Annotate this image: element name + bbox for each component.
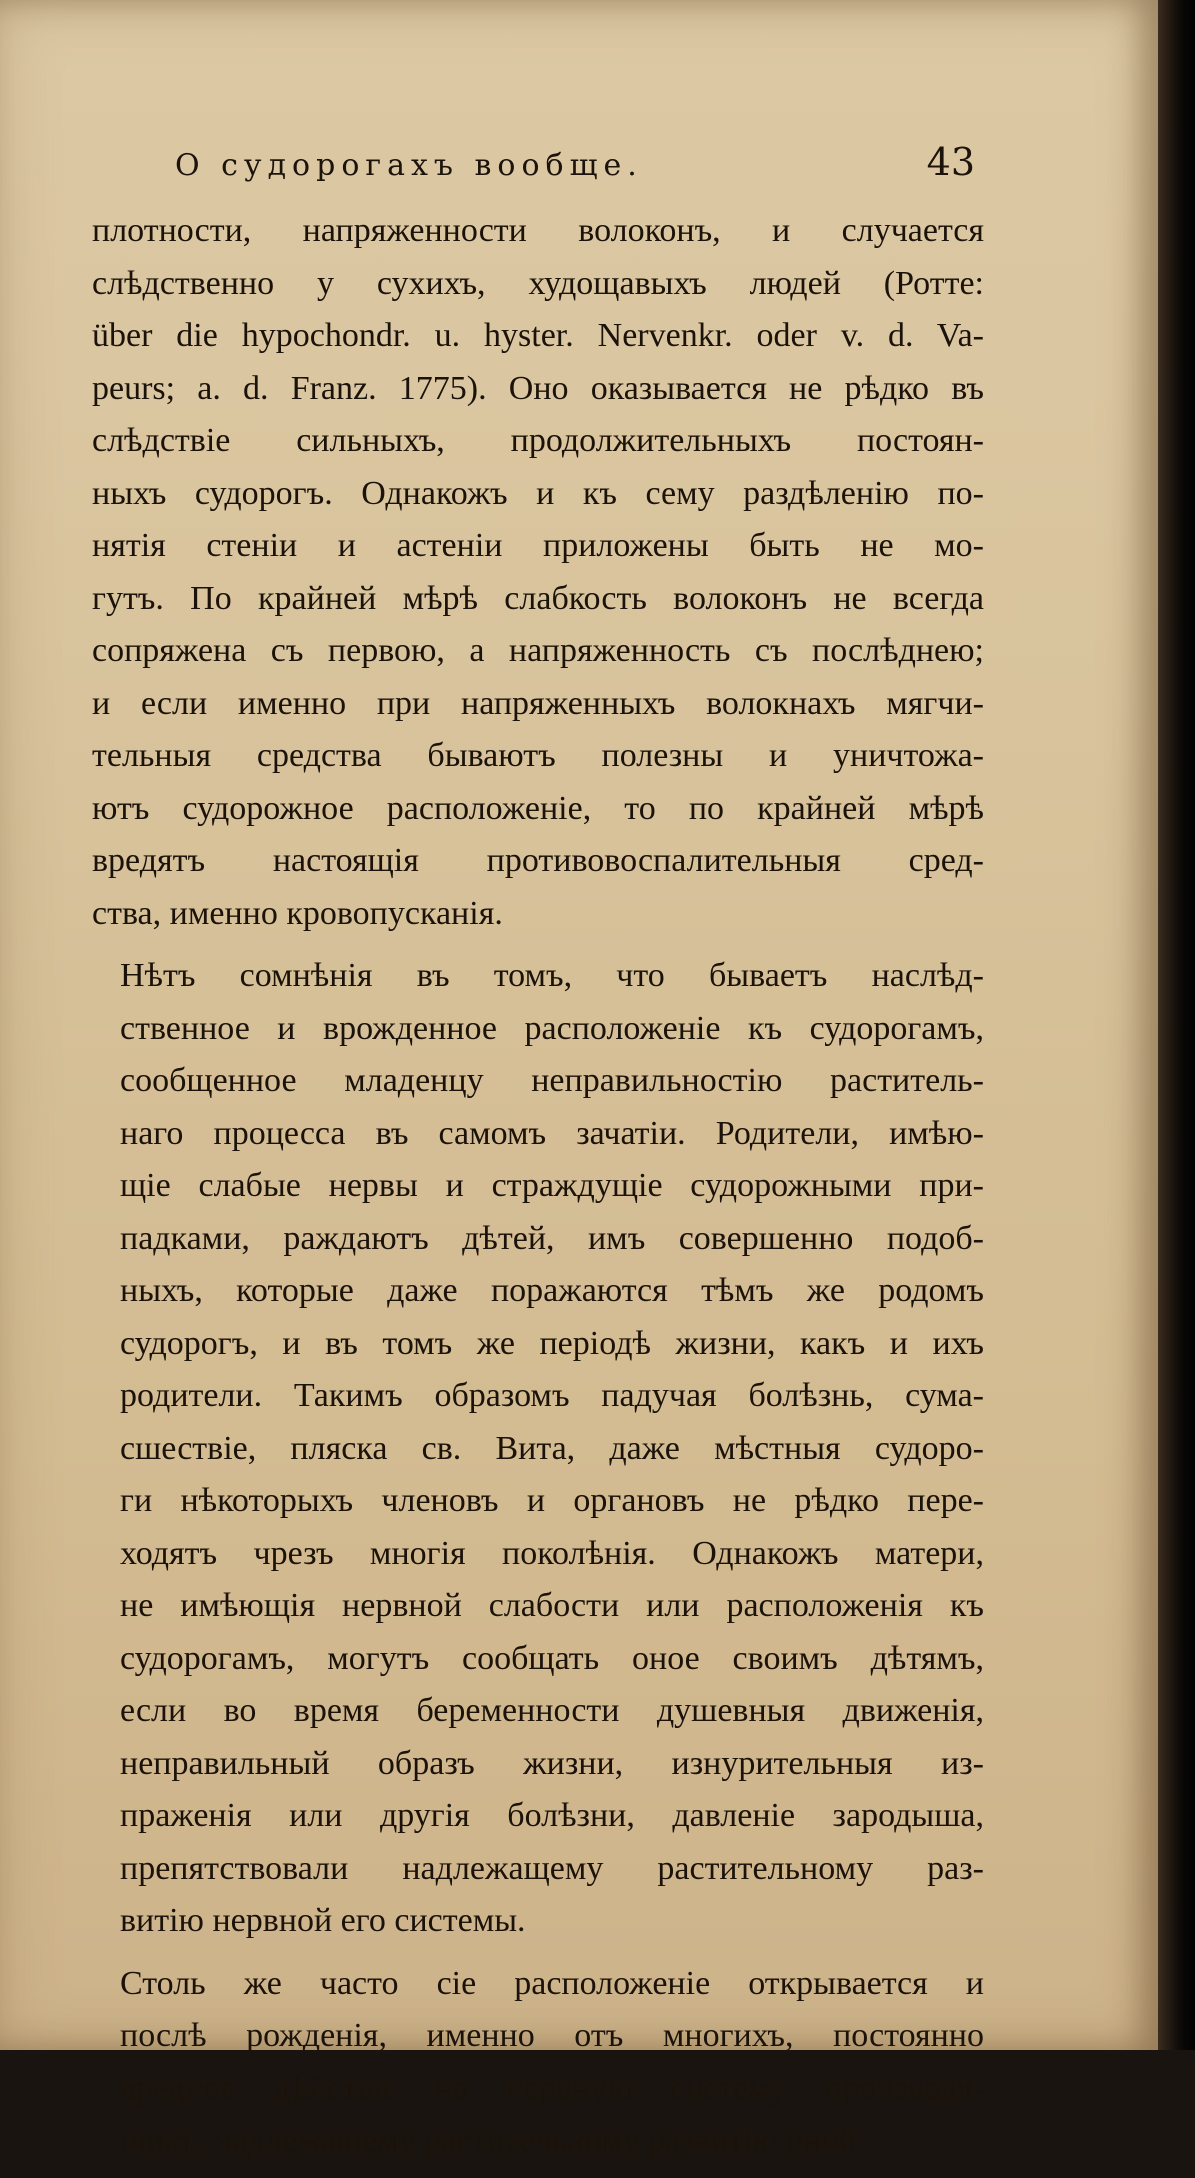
text-line: сообщенное младенцу неправильностію раститель- [120,1062,984,1099]
text-line: препятствовали надлежащему растительному раз- [120,1849,984,1887]
text-line: ства, именно кровопусканія. [92,894,503,932]
text-line: витію нервной его системы. [120,1902,526,1939]
text-line: щіе слабые нервы и страждущіе судорожными при- [120,1167,984,1204]
text-line: плотности, напряженности волоконъ, и случается [92,212,984,249]
paragraph [92,950,984,1948]
page-header [165,140,1015,190]
text-line: ныхъ судорогъ. Однакожъ и къ сему раздѣленію по- [92,474,984,512]
text-line: падками, раждаютъ дѣтей, имъ совершенно подоб- [120,1219,984,1257]
running-title: О судорогахъ вообще. [175,148,643,183]
text-line: тельныя средства бываютъ полезны и уничтожа- [92,737,984,774]
book-spine [1158,0,1195,2050]
text-line: ги нѣкоторыхъ членовъ и органовъ не рѣдко пере- [120,1482,984,1519]
text-line: не имѣющія нервной слабости или расположенія къ [120,1587,984,1624]
text-line: послѣ рожденія, именно отъ многихъ, постоянно [120,2017,984,2054]
text-line: ственное и врожденное расположеніе къ судорогамъ, [120,1009,984,1047]
text-line: peurs; a. d. Franz. 1775). Оно оказывается не рѣдко въ [92,369,984,407]
text-line: судорогъ, и въ томъ же періодѣ жизни, какъ и ихъ [120,1324,984,1362]
text-line: Столь же часто сіе расположеніе открывается и [120,1964,984,2002]
text-line: слѣдственно у сухихъ, худощавыхъ людей (Ротте: [92,264,984,302]
text-line: сопряжена съ первою, а напряженность съ послѣднею; [92,632,984,669]
text-line: праженія или другія болѣзни, давленіе зародыша, [120,1797,984,1834]
text-line: ходятъ чрезъ многія поколѣнія. Однакожъ матери, [120,1534,984,1572]
text-line: Нѣтъ сомнѣнія въ томъ, что бываетъ наслѣд- [120,957,984,994]
page-number: 43 [926,140,975,184]
text-line: родители. Такимъ образомъ падучая болѣзнь, сума- [120,1377,984,1414]
text-line: über die hypochondr. u. hyster. Nervenkr. oder v. d. Va- [92,317,984,354]
text-line: и если именно при напряженныхъ волокнахъ мягчи- [92,684,984,722]
text-line: ютъ судорожное расположеніе, то по крайней мѣрѣ [92,789,984,827]
text-line: сшествіе, пляска св. Вита, даже мѣстныя судоро- [120,1429,984,1467]
text-line: вредятъ настоящія противовоспалительныя сред- [92,842,984,879]
text-line: вредное дѣйствіе на нервную систему производя- [120,2069,984,2107]
paragraph [92,1958,984,2168]
text-line: щихъ, надлежащему растительному развитію оной [120,2122,857,2159]
text-line: ныхъ, которые даже поражаются тѣмъ же родомъ [120,1272,984,1309]
text-line: судорогамъ, могутъ сообщать оное своимъ дѣтямъ, [120,1639,984,1677]
text-line: неправильный образъ жизни, изнурительныя из- [120,1744,984,1782]
text-line: если во время беременности душевныя движенія, [120,1692,984,1729]
text-line: слѣдствіе сильныхъ, продолжительныхъ постоян- [92,422,984,459]
text-line: наго процесса въ самомъ зачатіи. Родители, имѣю- [120,1114,984,1152]
text-line: гутъ. По крайней мѣрѣ слабкость волоконъ не всегда [92,579,984,617]
paragraph [92,205,984,940]
text-line: нятія стеніи и астеніи приложены быть не мо- [92,527,984,564]
body-text [92,205,984,2178]
